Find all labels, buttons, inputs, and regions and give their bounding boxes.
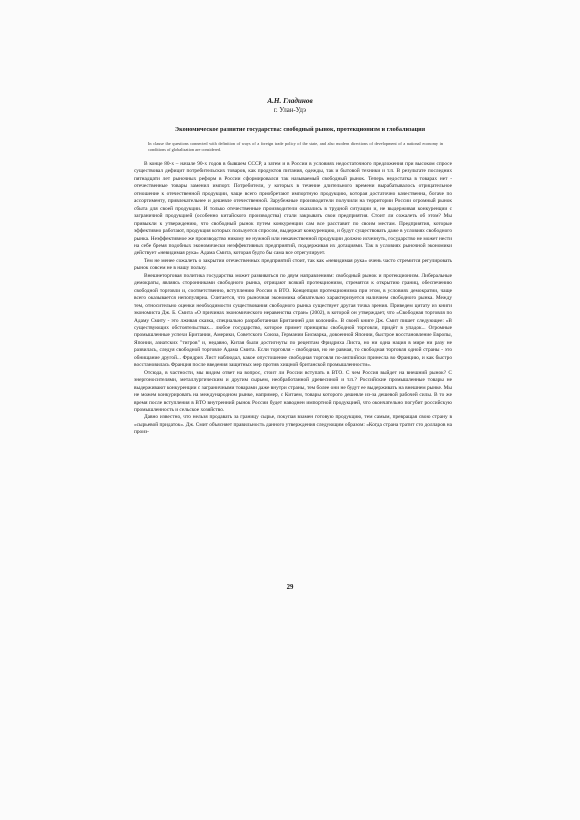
article-title: Экономическое развитие государства: свободный рынок, протекционизм и глобализация [174,126,426,133]
paragraph: В конце 80-х – начале 90-х годов в бывшем СССР, а затем и в России в условиях недостаточного предложения при высоком спросе существовал дефицит потребительских товаров, как продуктов питания, одежды, так и бытовой техники и т.п. В результате последних пятнадцати лет рыночных реформ в России сформировался так называемый свободный рынок. Теперь недостатка в товарах нет - отечественные товары заменил импорт. Потребители, у которых в течение длительного времени вырабатывалось отрицательное отношение к отечественной продукции, чаще всего приобретают импортную продукцию, которая достаточно качественна, богаче по ассортименту, привлекательнее и дешевле отечественной. Зарубежные производители получили на территории России огромный рынок сбыта для своей продукции. И только отечественные производители оказались в трудной ситуации и, не выдерживая конкуренции с заграничной продукцией (особенно китайского производства) стали закрывать свои предприятия. Стоит ли сожалеть об этом? Мы привыкли к утверждению, что свободный рынок путем конкуренции сам все расставит по своим местам. Предприятия, которые эффективно работают, продукция которых пользуется спросом, выдержат конкуренцию, и будут существовать даже в условиях свободного рынка. Неэффективное же производство никому не нужной или некачественной продукции должно исчезнуть, государство не может нести на себе бремя подобных экономически неэффективных предприятий, поддерживая их дотациями. Так в условиях рыночной экономики действует «невидимая рука» Адама Смита, которая будто бы сама все отрегулирует. [134,161,452,257]
author-city: г. Улан-Удэ [273,107,307,114]
page-number: 29 [286,584,294,591]
paragraph: Тем не менее сожалеть о закрытии отечественных предприятий стоит, так как «невидимая рука» очень часто стремится регулировать рынок совсем не в нашу пользу. [134,257,452,272]
abstract: In clause the questions connected with definition of ways of a foreign trade policy of the state, and also modern directions of development of a national economy in conditions of globalization are considered. [148,141,443,152]
author-name: А.Н. Гладинов [267,97,313,105]
paragraph: Отсюда, в частности, мы видим ответ на вопрос, стоит ли России вступать в ВТО. С чем Россия выйдет на внешний рынок? С энергоносителями, металлургическим и другим сырьем, необработанной древесиной и т.п.? Российские промышленные товары не выдерживают конкуренции с заграничными товарами даже внутри страны, тем более они не будут ее выдерживать на внешнем рынке. Мы не можем конкурировать на международном рынке, например, с Китаем, товары которого дешевле из-за дешевой рабочей силы. В то же время после вступления в ВТО внутренний рынок России будет наводнен импортной продукцией, что окончательно погубит российскую промышленность и сельское хозяйство. [134,369,452,413]
paragraph: Внешнеторговая политика государства может развиваться по двум направлениям: свободный рынок и протекционизм. Либеральные демократы, являясь сторонниками свободного рынка, отрицают всякий протекционизм, стремятся к открытию границ, обеспечению свободной торговли и, соответственно, вступлению России в ВТО. Концепция протекционизма при этом, в условиях демократии, чаще всего оказывается непопулярна. Считается, что рыночная экономика обязательно характеризуется наличием свободного рынка. Между тем, относительно оценки необходимости существования свободного рынка существует другая точка зрения. Приведем цитату из книги экономиста Дж. Б. Смита «О причинах экономического неравенства стран» (2002), в которой он утверждает, что «Свободная торговля по Адаму Смиту - это лживая сказка, специально разработанная Британией для колоний». В своей книге Дж. Смит пишет следующее: «В существующих обстоятельствах... любое государство, которое примет принципы свободной торговли, придёт в упадок... Огромные промышленные успехи Британии, Америки, Советского Союза, Германии Бисмарка, довоенной Японии, быстрое восстановление Европы, Японии, азиатских "тигров" и, недавно, Китая были достигнуты по рецептам Фридриха Листа, но ни одна нация в мире ни разу не развилась, следуя свободной торговле Адама Смита. Если торговля - свободная, но не равная, то свободная торговля одной страны - это обнищание другой... Фридрих Лист наблюдал, какое опустошение свободная торговля по-английски принесла во Францию, и как быстро восстановилась Франция после введения защитных мер против хищной британской промышленности». [134,272,452,369]
paragraph: Давно известно, что нельзя продавать за границу сырье, покупая взамен готовую продукцию, тем самым, превращая свою страну в «сырьевой придаток». Дж. Смит объясняет правильность данного утверждения следующим образом: «Когда страна тратит сто долларов на произ- [134,414,452,436]
article-body [134,161,452,437]
